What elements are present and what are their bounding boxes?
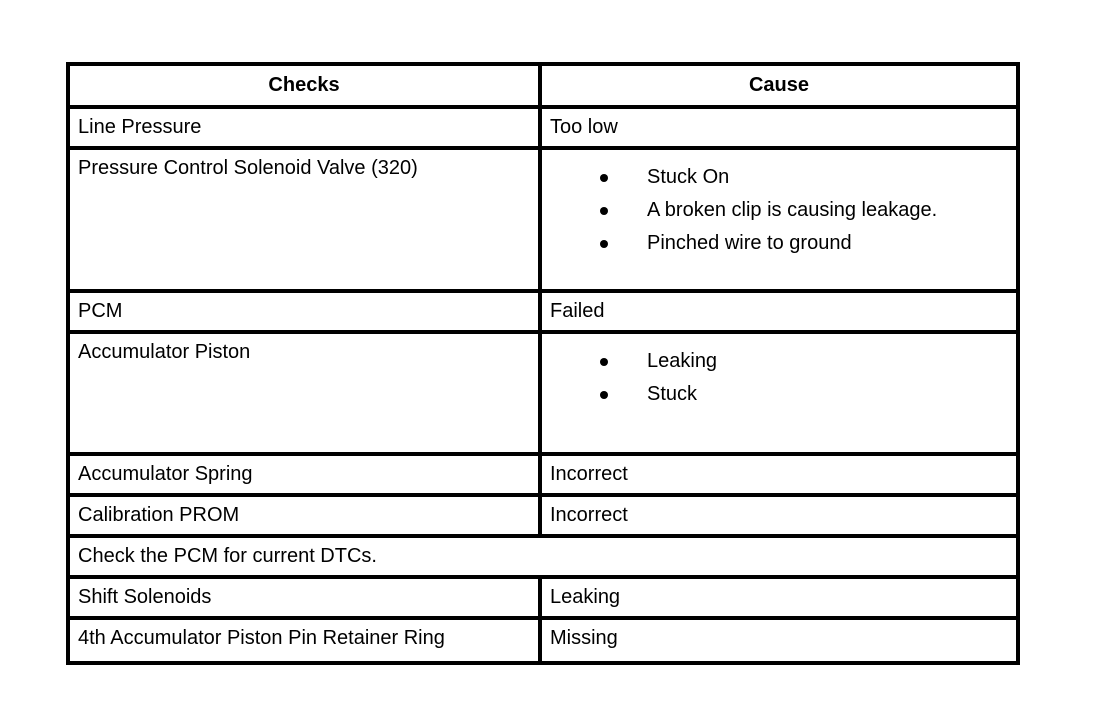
table-row-check-pcm-dtcs (68, 536, 1018, 577)
table-row-4th-accumulator-retainer-ring (68, 618, 1018, 663)
cause-cell: Incorrect (540, 454, 1018, 495)
cause-cell: Incorrect (540, 495, 1018, 536)
table-row-pressure-control-solenoid (68, 148, 1018, 291)
check-cell: Accumulator Piston (68, 332, 540, 454)
check-cell: Pressure Control Solenoid Valve (320) (68, 148, 540, 291)
cause-cell: Leaking (540, 577, 1018, 618)
check-cell: Line Pressure (68, 107, 540, 148)
spanning-note-cell: Check the PCM for current DTCs. (68, 536, 1018, 577)
bullet-item: Pinched wire to ground (550, 227, 1008, 260)
bullet-item: Leaking (550, 345, 1008, 378)
bullet-item: A broken clip is causing leakage. (550, 194, 1008, 227)
check-cell: Accumulator Spring (68, 454, 540, 495)
table-row-shift-solenoids (68, 577, 1018, 618)
table-row-accumulator-piston (68, 332, 1018, 454)
checks-cause-table (66, 62, 1020, 665)
cause-bullet-list (550, 161, 1008, 260)
table-row-calibration-prom (68, 495, 1018, 536)
table-row-pcm (68, 291, 1018, 332)
check-cell: PCM (68, 291, 540, 332)
cause-column-header: Cause (540, 64, 1018, 107)
table-row-line-pressure (68, 107, 1018, 148)
check-cell: Calibration PROM (68, 495, 540, 536)
check-cell: 4th Accumulator Piston Pin Retainer Ring (68, 618, 540, 663)
table-header-row (68, 64, 1018, 107)
table-row-accumulator-spring (68, 454, 1018, 495)
cause-cell: Too low (540, 107, 1018, 148)
bullet-item: Stuck On (550, 161, 1008, 194)
cause-cell: Failed (540, 291, 1018, 332)
cause-bullet-list (550, 345, 1008, 411)
cause-cell (540, 148, 1018, 291)
cause-cell (540, 332, 1018, 454)
bullet-item: Stuck (550, 378, 1008, 411)
checks-column-header: Checks (68, 64, 540, 107)
cause-cell: Missing (540, 618, 1018, 663)
check-cell: Shift Solenoids (68, 577, 540, 618)
